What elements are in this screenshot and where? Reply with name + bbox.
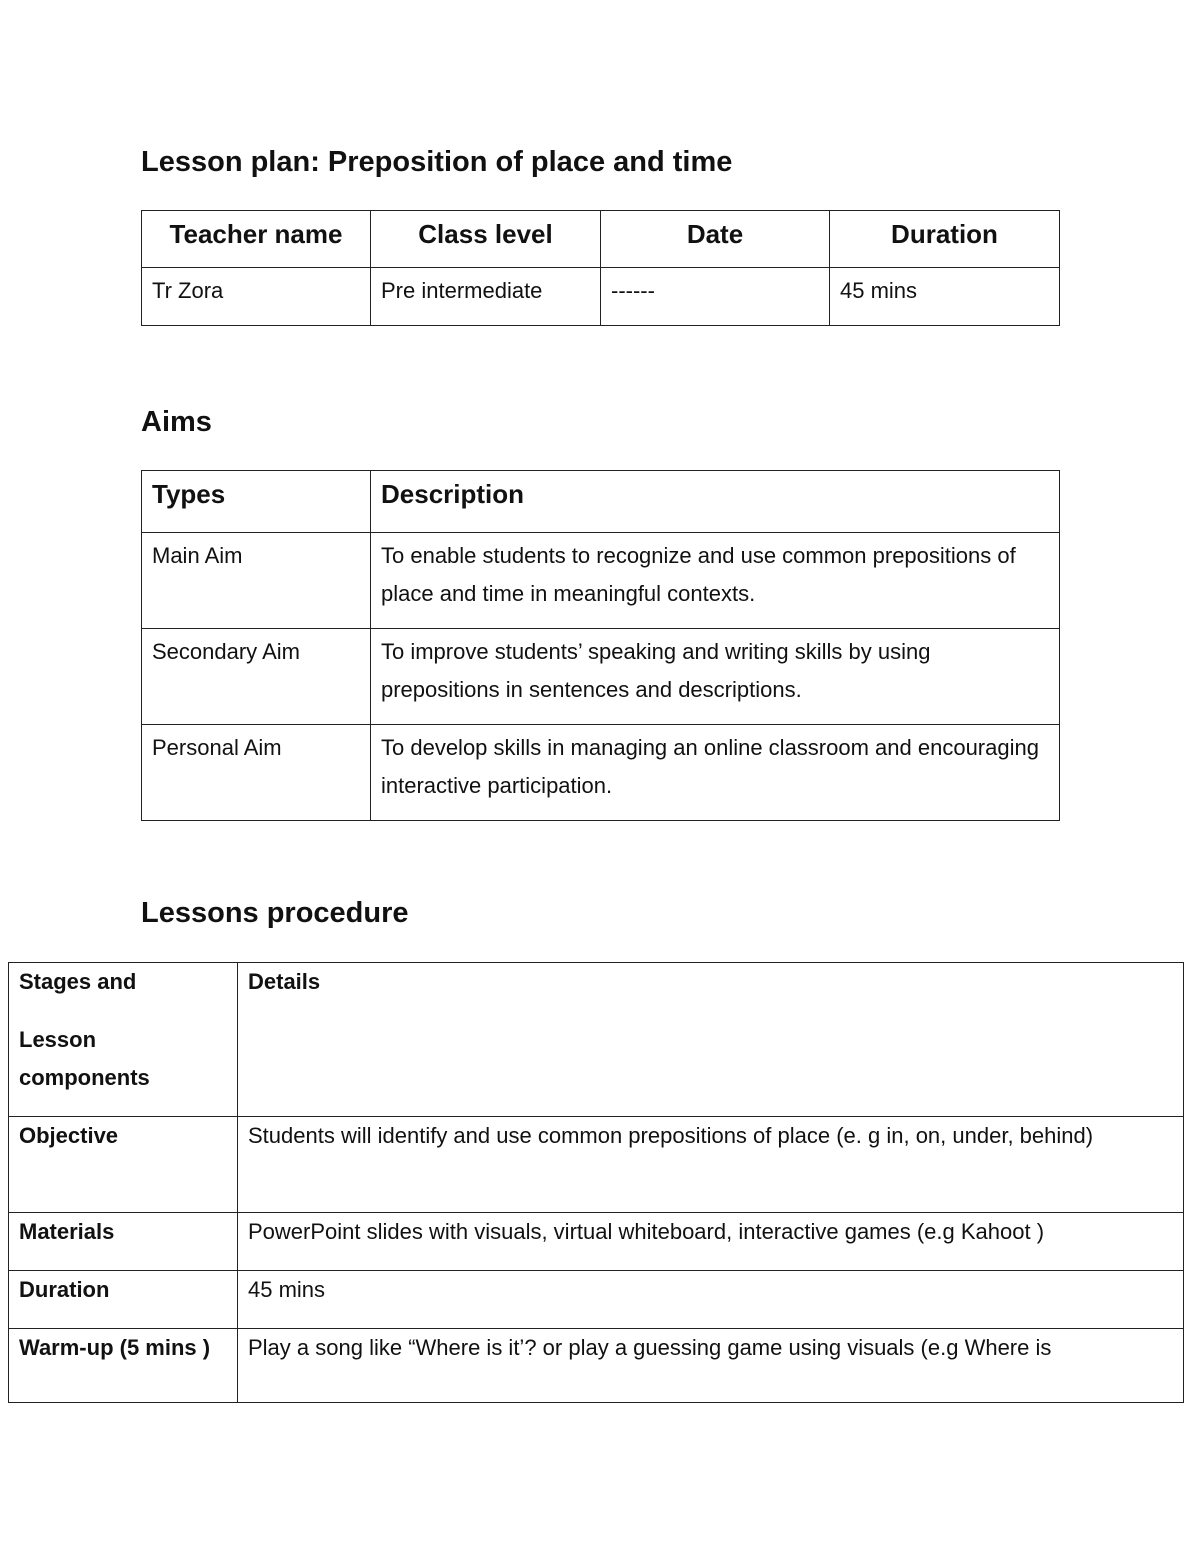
- header-details: Details: [238, 963, 1184, 1117]
- procedure-heading: Lessons procedure: [141, 897, 409, 929]
- header-description: Description: [371, 471, 1060, 533]
- header-date: Date: [601, 211, 830, 268]
- stage-details: Play a song like “Where is it’? or play a guessing game using visuals (e.g Where is: [238, 1329, 1184, 1403]
- header-stages-line-1: Stages and: [19, 969, 137, 994]
- stage-label: Materials: [9, 1213, 238, 1271]
- aim-type: Personal Aim: [142, 725, 371, 821]
- page-title: Lesson plan: Preposition of place and time: [141, 146, 733, 178]
- procedure-row: [9, 1117, 1184, 1213]
- aim-type: Secondary Aim: [142, 629, 371, 725]
- stage-label: Warm-up (5 mins ): [9, 1329, 238, 1403]
- header-stages: [9, 963, 238, 1117]
- header-class-level: Class level: [371, 211, 601, 268]
- stage-details: PowerPoint slides with visuals, virtual whiteboard, interactive games (e.g Kahoot ): [238, 1213, 1184, 1271]
- stage-label: Duration: [9, 1271, 238, 1329]
- header-teacher-name: Teacher name: [142, 211, 371, 268]
- procedure-header-row: [9, 963, 1184, 1117]
- aim-row-secondary: [142, 629, 1060, 725]
- teacher-name-value: Tr Zora: [142, 268, 371, 326]
- aims-heading: Aims: [141, 406, 212, 438]
- header-stages-line-2: Lesson components: [19, 1027, 150, 1090]
- aim-description: To develop skills in managing an online classroom and encouraging interactive participation.: [371, 725, 1060, 821]
- aim-description: To improve students’ speaking and writing skills by using prepositions in sentences and descriptions.: [371, 629, 1060, 725]
- aims-table: [141, 470, 1060, 821]
- class-level-value: Pre intermediate: [371, 268, 601, 326]
- aims-header-row: [142, 471, 1060, 533]
- header-types: Types: [142, 471, 371, 533]
- overview-header-row: [142, 211, 1060, 268]
- overview-value-row: [142, 268, 1060, 326]
- procedure-row: [9, 1329, 1184, 1403]
- aim-description: To enable students to recognize and use common prepositions of place and time in meaningful contexts.: [371, 533, 1060, 629]
- aim-row-main: [142, 533, 1060, 629]
- header-duration: Duration: [830, 211, 1060, 268]
- stage-label: Objective: [9, 1117, 238, 1213]
- procedure-row: [9, 1271, 1184, 1329]
- stage-details: Students will identify and use common prepositions of place (e. g in, on, under, behind): [238, 1117, 1184, 1213]
- duration-value: 45 mins: [830, 268, 1060, 326]
- procedure-row: [9, 1213, 1184, 1271]
- procedure-table: [8, 962, 1184, 1403]
- aim-type: Main Aim: [142, 533, 371, 629]
- overview-table: [141, 210, 1060, 326]
- date-value: ------: [601, 268, 830, 326]
- stage-details: 45 mins: [238, 1271, 1184, 1329]
- aim-row-personal: [142, 725, 1060, 821]
